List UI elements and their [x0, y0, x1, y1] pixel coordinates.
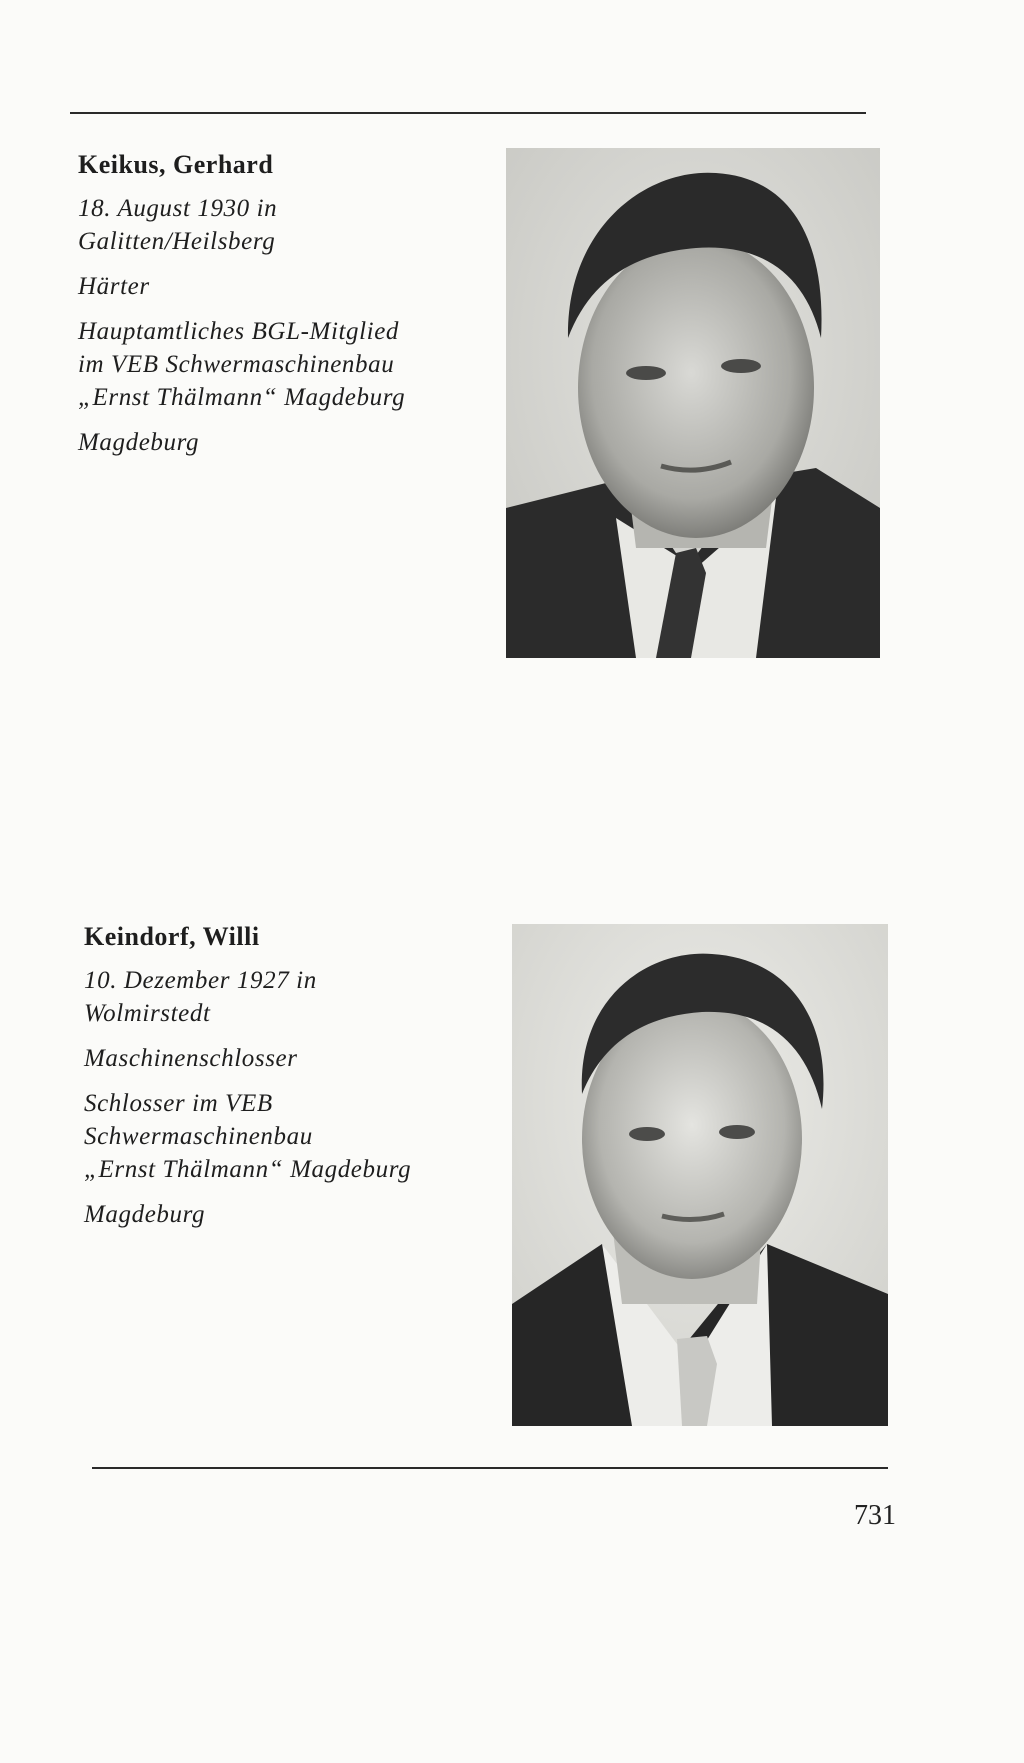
portrait-photo-icon: [506, 148, 880, 658]
portrait-photo: [506, 148, 880, 658]
person-name: Keindorf, Willi: [84, 922, 260, 951]
profession: Härter: [78, 273, 150, 300]
portrait-photo-icon: [512, 924, 888, 1426]
position: [78, 315, 468, 414]
residence: Magdeburg: [84, 1201, 206, 1228]
birth-line: 10. Dezember 1927 in: [84, 967, 317, 994]
entry-text: [78, 150, 468, 471]
person-name: Keikus, Gerhard: [78, 150, 274, 179]
position-line: „Ernst Thälmann“ Magdeburg: [78, 384, 406, 411]
position-line: Schwermaschinenbau: [84, 1123, 313, 1150]
bottom-rule: [92, 1467, 888, 1469]
position-line: „Ernst Thälmann“ Magdeburg: [84, 1156, 412, 1183]
birth-info: [84, 964, 474, 1030]
page-number: 731: [854, 1500, 896, 1531]
residence: Magdeburg: [78, 429, 200, 456]
profession: Maschinenschlosser: [84, 1045, 298, 1072]
birth-line: Galitten/Heilsberg: [78, 228, 276, 255]
position-line: Hauptamtliches BGL-Mitglied: [78, 318, 400, 345]
position: [84, 1087, 474, 1186]
entry-text: [84, 922, 474, 1243]
birth-info: [78, 192, 468, 258]
position-line: Schlosser im VEB: [84, 1090, 273, 1117]
position-line: im VEB Schwermaschinenbau: [78, 351, 395, 378]
birth-line: 18. August 1930 in: [78, 195, 278, 222]
top-rule: [70, 112, 866, 114]
portrait-photo: [512, 924, 888, 1426]
birth-line: Wolmirstedt: [84, 1000, 211, 1027]
